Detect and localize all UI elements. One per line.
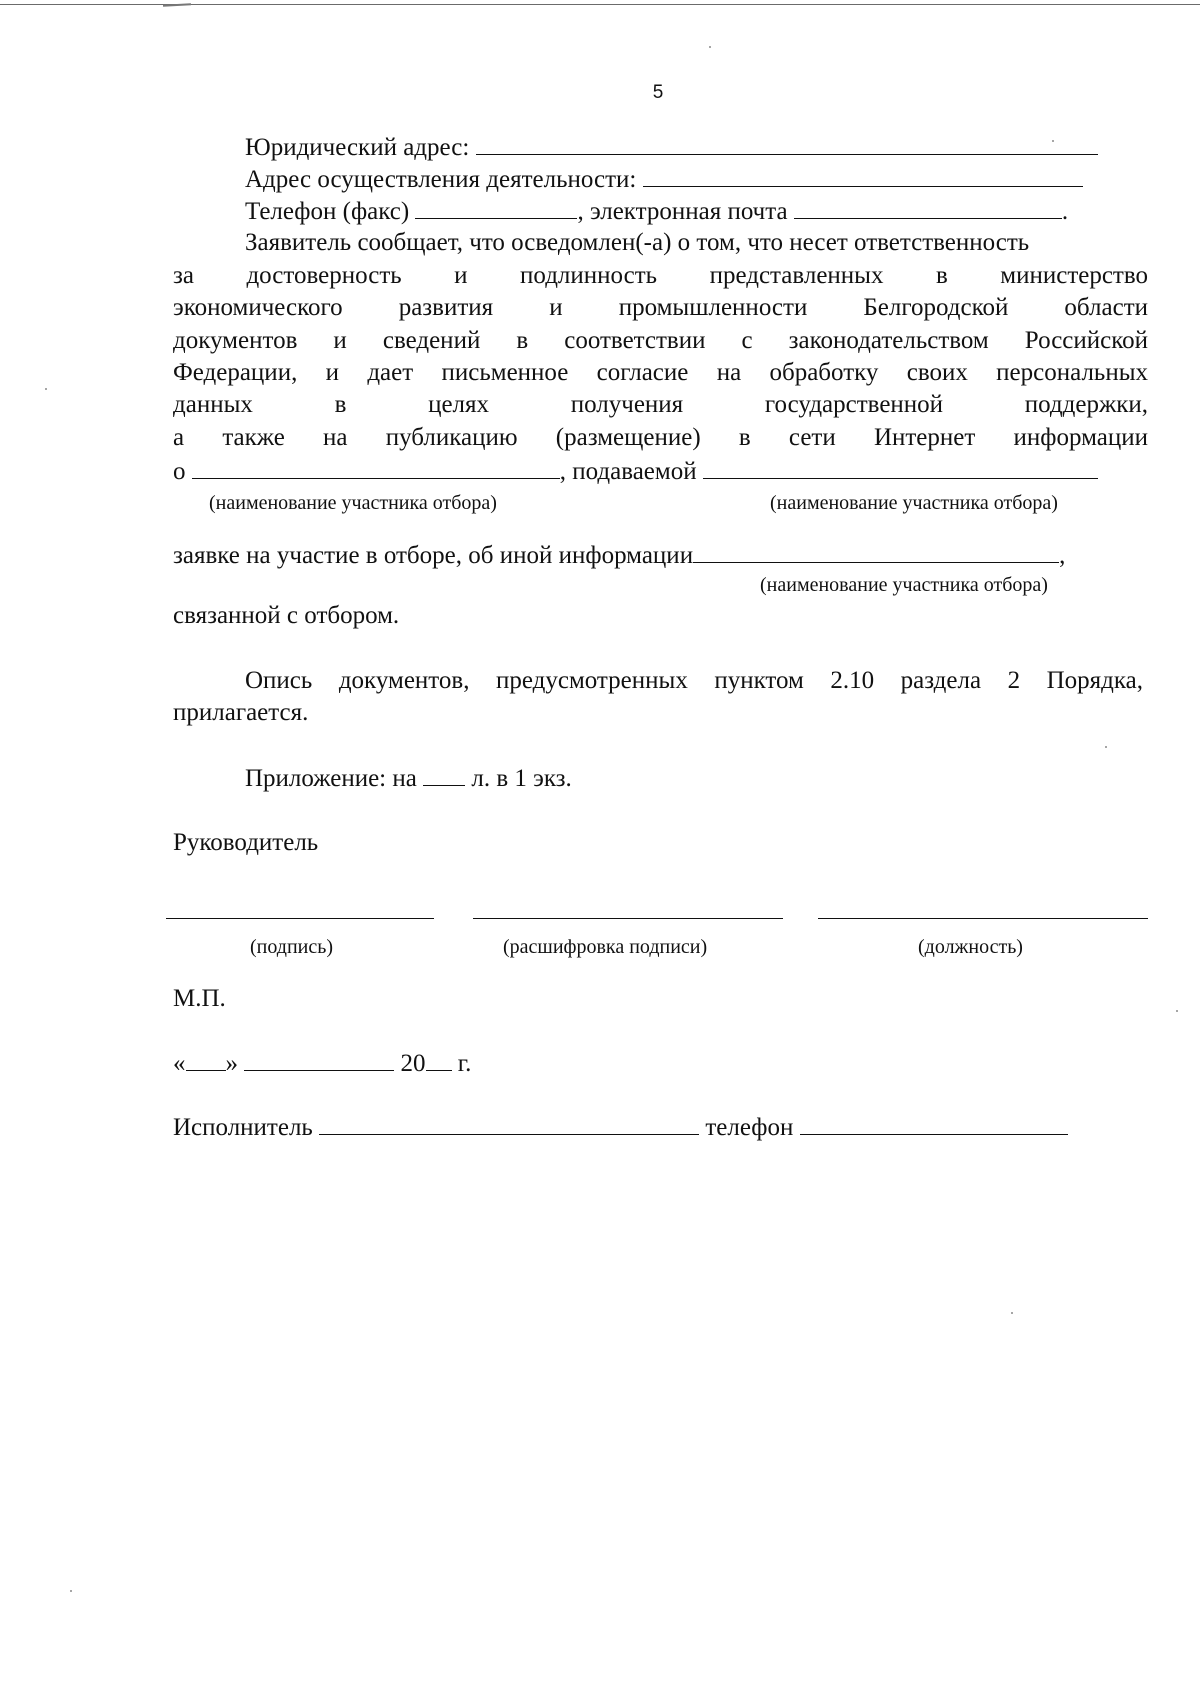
date-month-blank[interactable] <box>244 1048 394 1071</box>
scan-corner-mark <box>163 3 191 6</box>
signature-decoding-line[interactable] <box>473 918 783 919</box>
participant-caption-1: (наименование участника отбора) <box>209 492 497 514</box>
executor-phone-label: телефон <box>705 1114 794 1141</box>
legal-address-row <box>245 132 1098 163</box>
statement-line-7: а также на публикацию (размещение) в сети Интернет информации <box>173 424 1148 451</box>
executor-row <box>173 1112 1068 1143</box>
statement-comma: , <box>1059 542 1066 569</box>
date-close-quote: » <box>225 1050 238 1077</box>
signature-line[interactable] <box>166 918 434 919</box>
attachment-pages-blank[interactable] <box>423 763 465 786</box>
phone-blank[interactable] <box>415 196 577 219</box>
statement-application: заявке на участие в отборе, об иной информации <box>173 542 694 569</box>
attachment-prefix: Приложение: на <box>245 765 417 792</box>
participant-caption-3: (наименование участника отбора) <box>760 574 1048 596</box>
date-row <box>173 1048 471 1079</box>
executor-name-blank[interactable] <box>319 1112 699 1135</box>
legal-address-blank[interactable] <box>476 132 1098 155</box>
scan-speck <box>1176 1010 1178 1012</box>
attachment-row <box>245 763 572 794</box>
participant-name-blank-1[interactable] <box>192 456 560 479</box>
date-day-blank[interactable] <box>186 1048 226 1071</box>
scan-speck <box>1011 1312 1013 1314</box>
statement-line-2: за достоверность и подлинность представленных в министерство <box>173 262 1148 289</box>
scan-speck <box>1105 746 1107 748</box>
executor-phone-blank[interactable] <box>800 1112 1068 1135</box>
date-year-blank[interactable] <box>426 1048 452 1071</box>
date-year-suffix: г. <box>457 1050 472 1077</box>
statement-line-4: документов и сведений в соответствии с законодательством Российской <box>173 327 1148 354</box>
attachment-suffix: л. в 1 экз. <box>471 765 572 792</box>
phone-label: Телефон (факс) <box>245 198 410 225</box>
date-year-prefix: 20 <box>400 1050 426 1077</box>
date-open-quote: « <box>173 1050 186 1077</box>
email-blank[interactable] <box>794 196 1062 219</box>
inventory-line-2: прилагается. <box>173 699 309 726</box>
scan-speck <box>70 1590 72 1592</box>
page-number: 5 <box>652 82 664 103</box>
position-caption: (должность) <box>918 936 1023 958</box>
activity-address-label: Адрес осуществления деятельности: <box>245 166 637 193</box>
statement-line-10: связанной с отбором. <box>173 602 400 629</box>
signature-decoding-caption: (расшифровка подписи) <box>503 936 708 958</box>
inventory-line-1: Опись документов, предусмотренных пунктом 2.10 раздела 2 Порядка, <box>245 667 1143 694</box>
statement-line-3: экономического развития и промышленности Белгородской области <box>173 294 1148 321</box>
statement-line-9 <box>173 540 1065 571</box>
scan-speck <box>45 388 47 390</box>
statement-line-8 <box>173 456 1098 487</box>
email-label: , электронная почта <box>577 198 788 225</box>
executor-label: Исполнитель <box>173 1114 313 1141</box>
legal-address-label: Юридический адрес: <box>245 134 470 161</box>
activity-address-blank[interactable] <box>643 164 1083 187</box>
stamp-place: М.П. <box>173 985 226 1012</box>
scan-speck <box>709 46 711 48</box>
head-label: Руководитель <box>173 829 319 856</box>
participant-caption-2: (наименование участника отбора) <box>770 492 1058 514</box>
statement-about: о <box>173 458 186 485</box>
statement-submitted: , подаваемой <box>559 458 697 485</box>
signature-caption: (подпись) <box>250 936 334 958</box>
position-line[interactable] <box>818 918 1148 919</box>
contacts-row <box>245 196 1068 227</box>
participant-name-blank-3[interactable] <box>693 540 1059 563</box>
statement-line-1: Заявитель сообщает, что осведомлен(-а) о том, что несет ответственность <box>245 229 1030 256</box>
activity-address-row <box>245 164 1083 195</box>
statement-line-5: Федерации, и дает письменное согласие на обработку своих персональных <box>173 359 1148 386</box>
participant-name-blank-2[interactable] <box>703 456 1098 479</box>
contacts-period: . <box>1061 198 1069 225</box>
statement-line-6: данных в целях получения государственной поддержки, <box>173 391 1148 418</box>
